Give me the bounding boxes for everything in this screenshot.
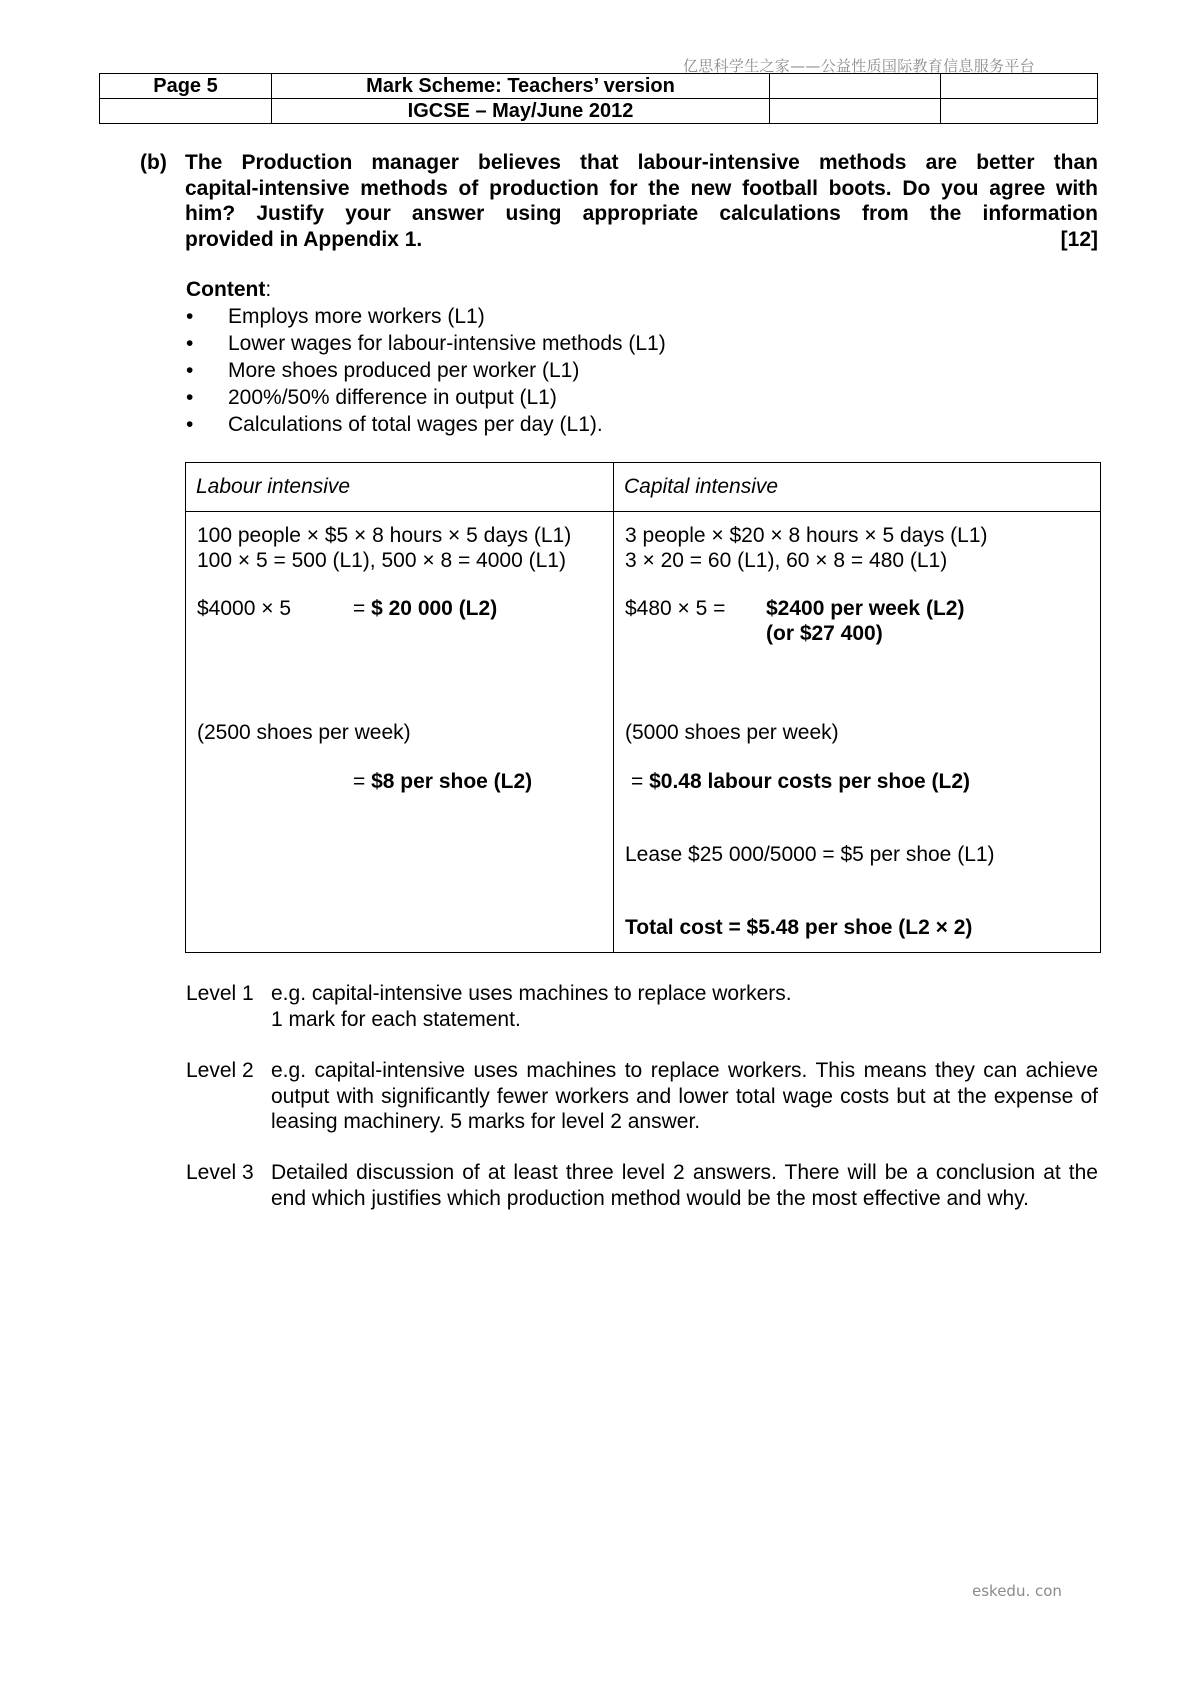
question-line: provided in Appendix 1. (185, 227, 423, 251)
bullet-icon: • (186, 413, 194, 436)
level-text: Detailed discussion of at least three level 2 answers. There will be a conclusion at the end which justifies which production method would be the most effective and why. (271, 1161, 1098, 1210)
content-list (186, 303, 666, 438)
labour-calc-1: 100 people × $5 × 8 hours × 5 days (L1) (197, 524, 572, 547)
header-empty-5 (941, 99, 1098, 124)
bullet-icon: • (186, 332, 194, 355)
content-heading: Content: (186, 278, 272, 301)
header-table (99, 73, 1098, 124)
capital-weekly-rhs: $2400 per week (L2) (766, 597, 965, 620)
capital-header: Capital intensive (614, 463, 1101, 512)
header-empty-4 (770, 99, 941, 124)
capital-weekly-alt: (or $27 400) (766, 622, 883, 645)
level-label: Level 2 (186, 1059, 254, 1082)
labour-calc-2: 100 × 5 = 500 (L1), 500 × 8 = 4000 (L1) (197, 549, 566, 572)
question-label: (b) (140, 151, 167, 174)
capital-cell (614, 512, 1101, 953)
header-empty-2 (941, 74, 1098, 99)
question-marks: [12] (1060, 227, 1098, 251)
list-item: • Employs more workers (L1) (186, 305, 485, 328)
capital-per-shoe: = $0.48 labour costs per shoe (L2) (631, 770, 971, 793)
watermark-bottom: eskedu. con (972, 1582, 1062, 1600)
capital-total: Total cost = $5.48 per shoe (L2 × 2) (625, 916, 973, 939)
labour-weekly-result: = $ 20 000 (L2) (353, 597, 498, 620)
level-label: Level 1 (186, 982, 254, 1005)
list-item: • 200%/50% difference in output (L1) (186, 386, 557, 409)
capital-lease: Lease $25 000/5000 = $5 per shoe (L1) (625, 843, 995, 866)
header-empty-1 (770, 74, 941, 99)
header-page: Page 5 (100, 74, 272, 99)
capital-calc-2: 3 × 20 = 60 (L1), 60 × 8 = 480 (L1) (625, 549, 948, 572)
level-2 (186, 1058, 1098, 1135)
level-text: 1 mark for each statement. (271, 1007, 521, 1031)
calculation-table (185, 462, 1101, 953)
capital-shoes: (5000 shoes per week) (625, 721, 839, 744)
labour-per-shoe: = $8 per shoe (L2) (353, 770, 533, 793)
labour-weekly-lhs: $4000 × 5 (197, 597, 292, 620)
labour-shoes: (2500 shoes per week) (197, 721, 411, 744)
question-line: him? Justify your answer using appropriate calculations from the information (185, 202, 1098, 225)
level-3 (186, 1160, 1098, 1211)
bullet-icon: • (186, 386, 194, 409)
watermark-top: 亿思科学生之家——公益性质国际教育信息服务平台 (683, 57, 1035, 75)
level-label: Level 3 (186, 1161, 254, 1184)
capital-calc-1: 3 people × $20 × 8 hours × 5 days (L1) (625, 524, 988, 547)
bullet-icon: • (186, 359, 194, 382)
labour-cell (186, 512, 614, 953)
header-empty-3 (100, 99, 272, 124)
labour-header: Labour intensive (186, 463, 614, 512)
header-subtitle: IGCSE – May/June 2012 (272, 99, 770, 124)
level-1 (186, 981, 1098, 1032)
question-line: capital-intensive methods of production for the new football boots. Do you agree with (185, 176, 1098, 200)
level-text: e.g. capital-intensive uses machines to replace workers. (271, 982, 792, 1005)
list-item: • Lower wages for labour-intensive methods (L1) (186, 332, 666, 355)
bullet-icon: • (186, 305, 194, 328)
capital-weekly-lhs: $480 × 5 = (625, 597, 726, 620)
level-text: e.g. capital-intensive uses machines to replace workers. This means they can achieve output with significantly fewer workers and lower total wage costs but at the expense of leasing machinery. 5 marks for level 2 answer. (271, 1059, 1098, 1133)
question (140, 150, 1098, 252)
question-line: The Production manager believes that labour-intensive methods are better than (185, 151, 1098, 174)
list-item: • More shoes produced per worker (L1) (186, 359, 580, 382)
list-item: • Calculations of total wages per day (L1). (186, 413, 603, 436)
header-title: Mark Scheme: Teachers’ version (272, 74, 770, 99)
